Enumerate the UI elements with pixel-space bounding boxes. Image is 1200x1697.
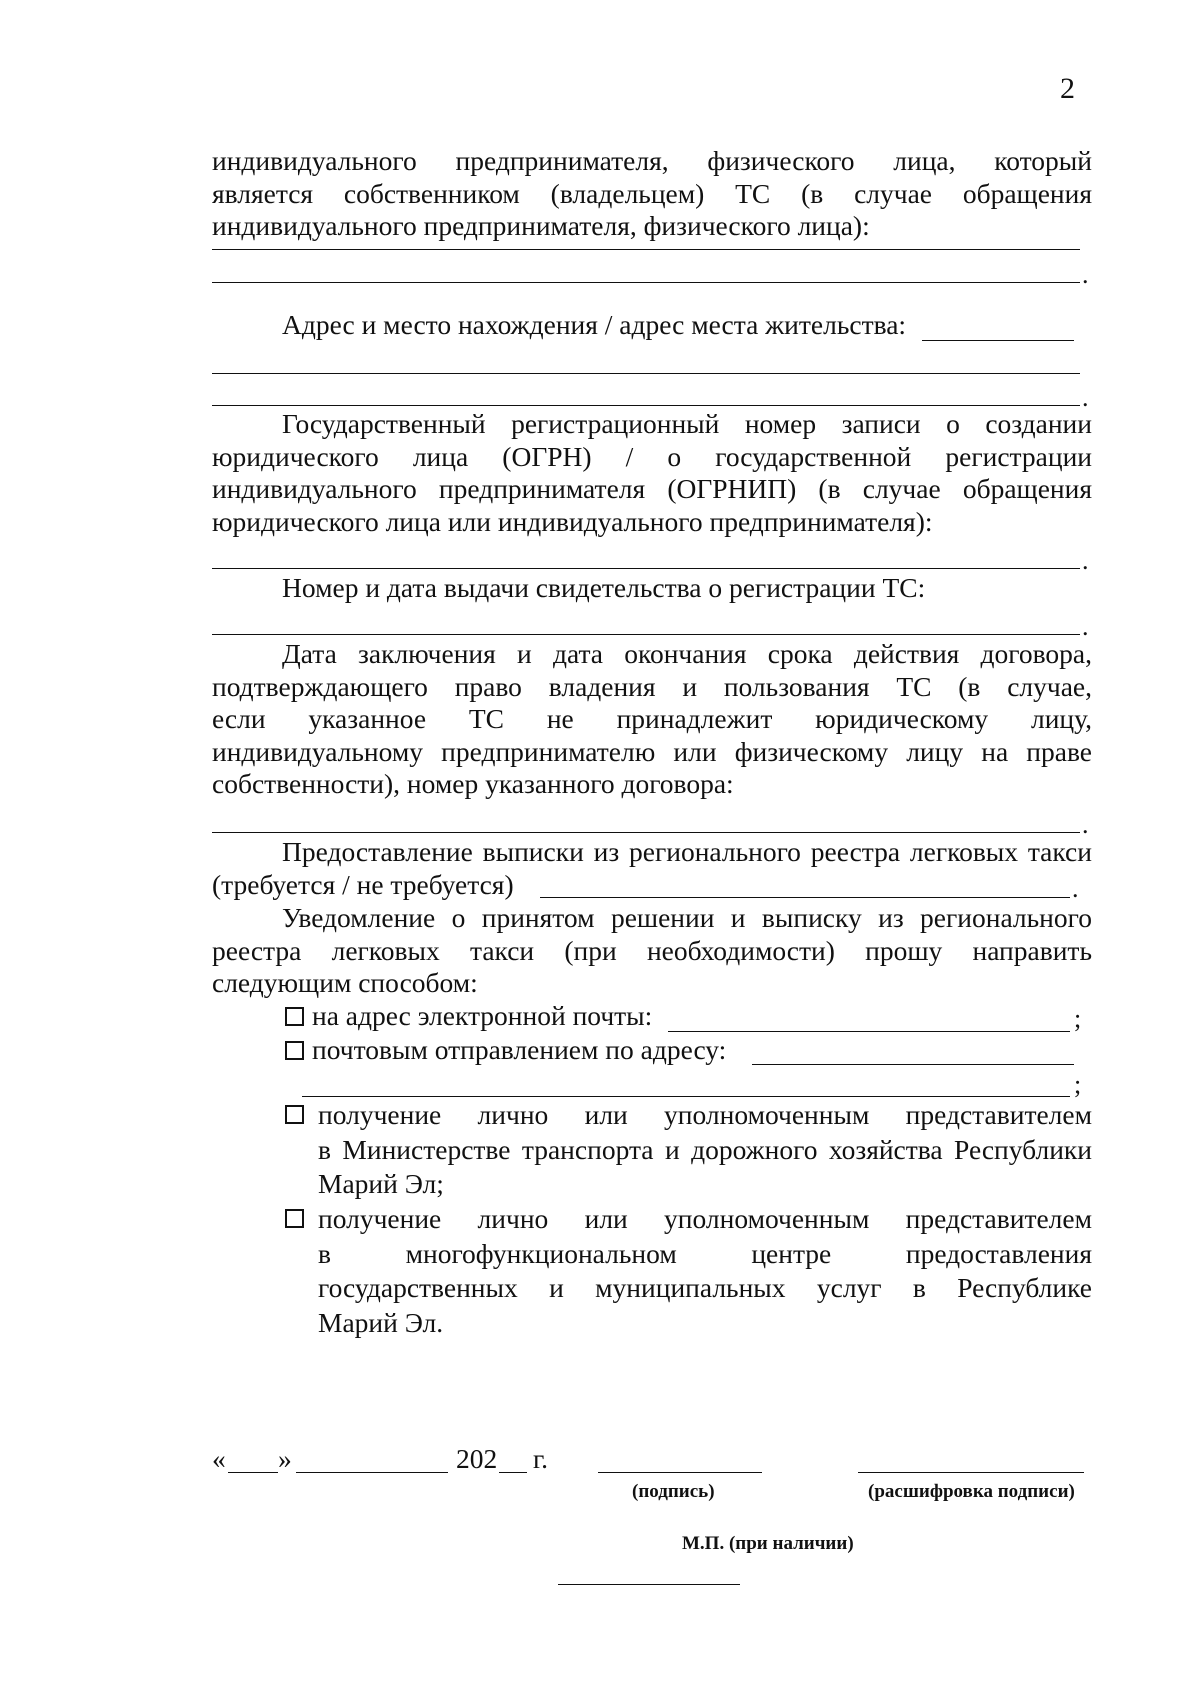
contract-line-2: подтверждающего право владения и пользования ТС (в случае,: [212, 670, 1092, 702]
ministry-line-1: получение лично или уполномоченным представителем: [318, 1099, 1092, 1130]
contract-line-1: Дата заключения и дата окончания срока действия договора,: [282, 638, 1092, 669]
post-fill-line-1[interactable]: [752, 1064, 1074, 1065]
ogrn-line-1: Государственный регистрационный номер записи о создании: [282, 408, 1092, 439]
owner-intro-line-1: индивидуального предпринимателя, физического лица, который: [212, 145, 1092, 176]
option-ministry: [318, 1098, 1092, 1202]
option-email-label: на адрес электронной почты:: [312, 1000, 653, 1031]
ministry-line-3: Марий Эл;: [318, 1168, 444, 1199]
ministry-checkbox[interactable]: [285, 1105, 304, 1124]
ogrn-line-2: юридического лица (ОГРН) / о государственной регистрации: [212, 440, 1092, 472]
stamp-note: М.П. (при наличии): [682, 1533, 854, 1554]
date-year-line[interactable]: [499, 1472, 527, 1473]
post-checkbox[interactable]: [285, 1041, 304, 1060]
date-quote-close: »: [278, 1443, 292, 1474]
post-semicolon: ;: [1074, 1070, 1082, 1099]
date-month-line[interactable]: [296, 1472, 448, 1473]
contract-paragraph: [212, 638, 1092, 801]
mfc-line-3: государственных и муниципальных услуг в Республике: [318, 1272, 1092, 1303]
ogrn-paragraph: [212, 408, 1092, 538]
date-year-suffix: г.: [533, 1443, 549, 1474]
owner-intro-line-2: является собственником (владельцем) ТС (в случае обращения: [212, 177, 1092, 209]
signature-line[interactable]: [598, 1472, 762, 1473]
certificate-label: Номер и дата выдачи свидетельства о регистрации ТС:: [282, 572, 926, 603]
contract-line-4: индивидуальному предпринимателю или физическому лицу на праве: [212, 735, 1092, 767]
signature-transcript-line[interactable]: [858, 1472, 1084, 1473]
date-quote-open: «: [212, 1443, 226, 1474]
page-number: 2: [1060, 72, 1075, 105]
mfc-checkbox[interactable]: [285, 1209, 304, 1228]
address-fill-line-1[interactable]: [212, 373, 1080, 374]
address-fill-period: .: [1082, 383, 1089, 412]
email-checkbox[interactable]: [285, 1007, 304, 1026]
extract-line-2: (требуется / не требуется): [212, 868, 514, 900]
date-year-prefix: 202: [456, 1443, 498, 1474]
owner-fill-line-1[interactable]: [212, 249, 1080, 250]
ministry-line-2: в Министерстве транспорта и дорожного хозяйства Республики: [318, 1133, 1092, 1165]
mfc-line-1: получение лично или уполномоченным представителем: [318, 1203, 1092, 1234]
post-fill-line-2[interactable]: [302, 1096, 1070, 1097]
owner-intro-line-3: индивидуального предпринимателя, физического лица):: [212, 210, 870, 241]
ogrn-fill-period: .: [1082, 546, 1089, 575]
ogrn-line-3: индивидуального предпринимателя (ОГРНИП) (в случае обращения: [212, 473, 1092, 504]
extract-fill-line[interactable]: [540, 897, 1070, 898]
certificate-fill-period: .: [1082, 612, 1089, 641]
ogrn-line-4: юридического лица или индивидуального предпринимателя):: [212, 505, 933, 537]
certificate-fill-line[interactable]: [212, 634, 1080, 635]
mfc-line-4: Марий Эл.: [318, 1306, 444, 1338]
option-email[interactable]: [285, 1000, 652, 1033]
contract-fill-period: .: [1082, 810, 1089, 839]
owner-fill-period: .: [1082, 260, 1089, 289]
notification-line-2: реестра легковых такси (при необходимости) прошу направить: [212, 934, 1092, 966]
extract-paragraph: [212, 836, 1092, 901]
transcript-caption: (расшифровка подписи): [868, 1481, 1075, 1502]
date-day-line[interactable]: [228, 1472, 278, 1473]
footer-separator: [558, 1584, 740, 1585]
owner-intro: [212, 145, 1092, 243]
contract-line-3: если указанное ТС не принадлежит юридическому лицу,: [212, 703, 1092, 734]
email-semicolon: ;: [1074, 1004, 1082, 1033]
contract-line-5: собственности), номер указанного договора:: [212, 768, 734, 799]
notification-line-3: следующим способом:: [212, 967, 478, 998]
notification-paragraph: [212, 902, 1092, 1000]
notification-line-1: Уведомление о принятом решении и выписку из регионального: [282, 902, 1092, 933]
option-mfc-box[interactable]: [285, 1209, 312, 1232]
option-ministry-box[interactable]: [285, 1105, 312, 1128]
option-mfc: [318, 1202, 1092, 1340]
address-label: Адрес и место нахождения / адрес места жительства:: [282, 309, 907, 340]
option-post-label: почтовым отправлением по адресу:: [312, 1034, 727, 1065]
option-post[interactable]: [285, 1034, 726, 1067]
address-fill-line-2[interactable]: [212, 405, 1080, 406]
ogrn-fill-line[interactable]: [212, 568, 1080, 569]
owner-fill-line-2[interactable]: [212, 282, 1080, 283]
signature-caption: (подпись): [632, 1481, 715, 1502]
extract-line-1: Предоставление выписки из регионального реестра легковых такси: [282, 836, 1092, 867]
mfc-line-2: в многофункциональном центре предоставления: [318, 1237, 1092, 1269]
contract-fill-line[interactable]: [212, 832, 1080, 833]
extract-fill-period: .: [1072, 874, 1079, 903]
email-fill-line[interactable]: [668, 1031, 1070, 1032]
address-fill-line-0[interactable]: [922, 340, 1074, 341]
